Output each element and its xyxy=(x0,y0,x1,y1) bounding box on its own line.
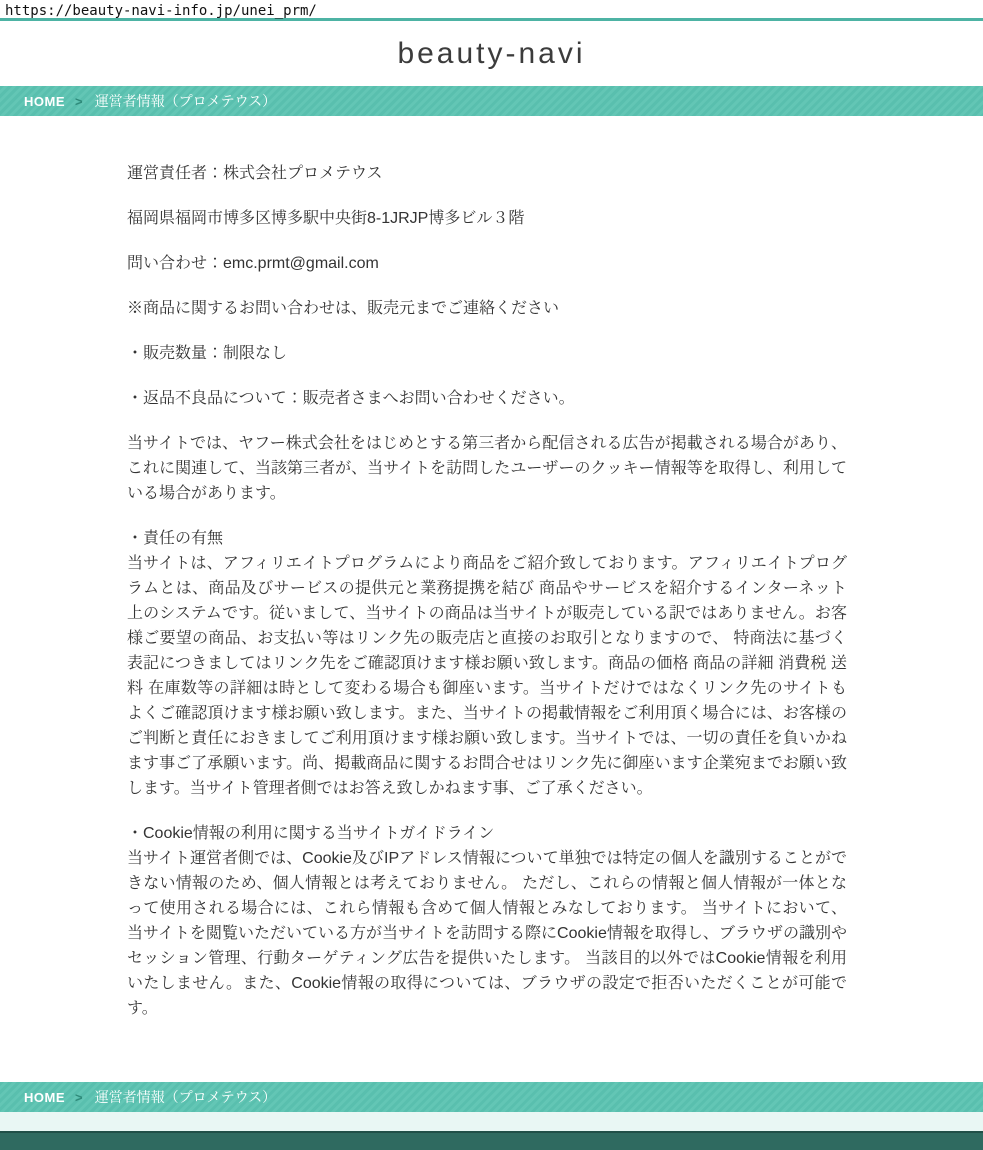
breadcrumb-top xyxy=(0,86,983,116)
url-bar xyxy=(0,0,983,21)
main-content xyxy=(0,116,983,1082)
section-cookie-guideline xyxy=(127,821,847,1021)
page-url[interactable]: https://beauty-navi-info.jp/unei_prm/ xyxy=(5,3,317,19)
section-liability-heading: ・責任の有無 xyxy=(127,530,224,547)
paragraph-third-party-ads: 当サイトでは、ヤフー株式会社をはじめとする第三者から配信される広告が掲載される場合があり、これに関連して、当該第三者が、当サイトを訪問したユーザーのクッキー情報等を取得し、利用している場合があります。 xyxy=(127,435,847,502)
paragraph-address: 福岡県福岡市博多区博多駅中央街8-1JRJP博多ビル３階 xyxy=(127,210,525,227)
breadcrumb-current-page: 運営者情報（プロメテウス） xyxy=(94,1089,277,1105)
breadcrumb-home-link[interactable]: HOME xyxy=(24,93,65,109)
site-footer xyxy=(0,1131,983,1150)
breadcrumb-home-link[interactable]: HOME xyxy=(24,1089,65,1105)
breadcrumb-bottom xyxy=(0,1082,983,1112)
paragraph-contact-email: 問い合わせ：emc.prmt@gmail.com xyxy=(127,255,379,272)
footer-mint-strip xyxy=(0,1112,983,1131)
site-header xyxy=(0,21,983,86)
section-cookie-heading: ・Cookie情報の利用に関する当サイトガイドライン xyxy=(127,825,495,842)
paragraph-product-inquiry-note: ※商品に関するお問い合わせは、販売元までご連絡ください xyxy=(127,300,560,317)
paragraph-sales-quantity: ・販売数量：制限なし xyxy=(127,345,288,362)
section-cookie-body: 当サイト運営者側では、Cookie及びIPアドレス情報について単独では特定の個人を識別することができない情報のため、個人情報とは考えておりません。 ただし、これらの情報と個人情報が一体となって使用される場合には、これら情報も含めて個人情報とみなしております。 当サイトにおいて、当サイトを閲覧いただいている方が当サイトを訪問する際にCookie情報を取得し、ブラウザの識別やセッション管理、行動ターゲティング広告を提供いたします。 当該目的以外ではCookie情報を利用いたしません。また、Cookie情報の取得については、ブラウザの設定で拒否いただくことが可能です。 xyxy=(127,850,847,1017)
breadcrumb-separator-icon: > xyxy=(75,1089,83,1105)
paragraph-returns: ・返品不良品について：販売者さまへお問い合わせください。 xyxy=(127,390,575,407)
section-liability xyxy=(127,526,847,801)
site-title[interactable]: beauty-navi xyxy=(397,36,586,70)
paragraph-operator: 運営責任者：株式会社プロメテウス xyxy=(127,165,383,182)
breadcrumb-current-page: 運営者情報（プロメテウス） xyxy=(94,93,277,109)
section-liability-body: 当サイトは、アフィリエイトプログラムにより商品をご紹介致しております。アフィリエイトプログラムとは、商品及びサービスの提供元と業務提携を結び 商品やサービスを紹介するインターネット上のシステムです。従いまして、当サイトの商品は当サイトが販売している訳ではありません。お客様ご要望の商品、お支払い等はリンク先の販売店と直接のお取引となりますので、 特商法に基づく表記につきましてはリンク先をご確認頂けます様お願い致します。商品の価格 商品の詳細 消費税 送料 在庫数等の詳細は時として変わる場合も御座います。当サイトだけではなくリンク先のサイトもよくご確認頂けます様お願い致します。また、当サイトの掲載情報をご利用頂く場合には、お客様のご判断と責任におきましてご利用頂けます様お願い致します。当サイトでは、一切の責任を負いかねます事ご了承願います。尚、掲載商品に関するお問合せはリンク先に御座います企業宛までお願い致します。当サイト管理者側ではお答え致しかねます事、ご了承ください。 xyxy=(127,555,847,797)
breadcrumb-separator-icon: > xyxy=(75,93,83,109)
